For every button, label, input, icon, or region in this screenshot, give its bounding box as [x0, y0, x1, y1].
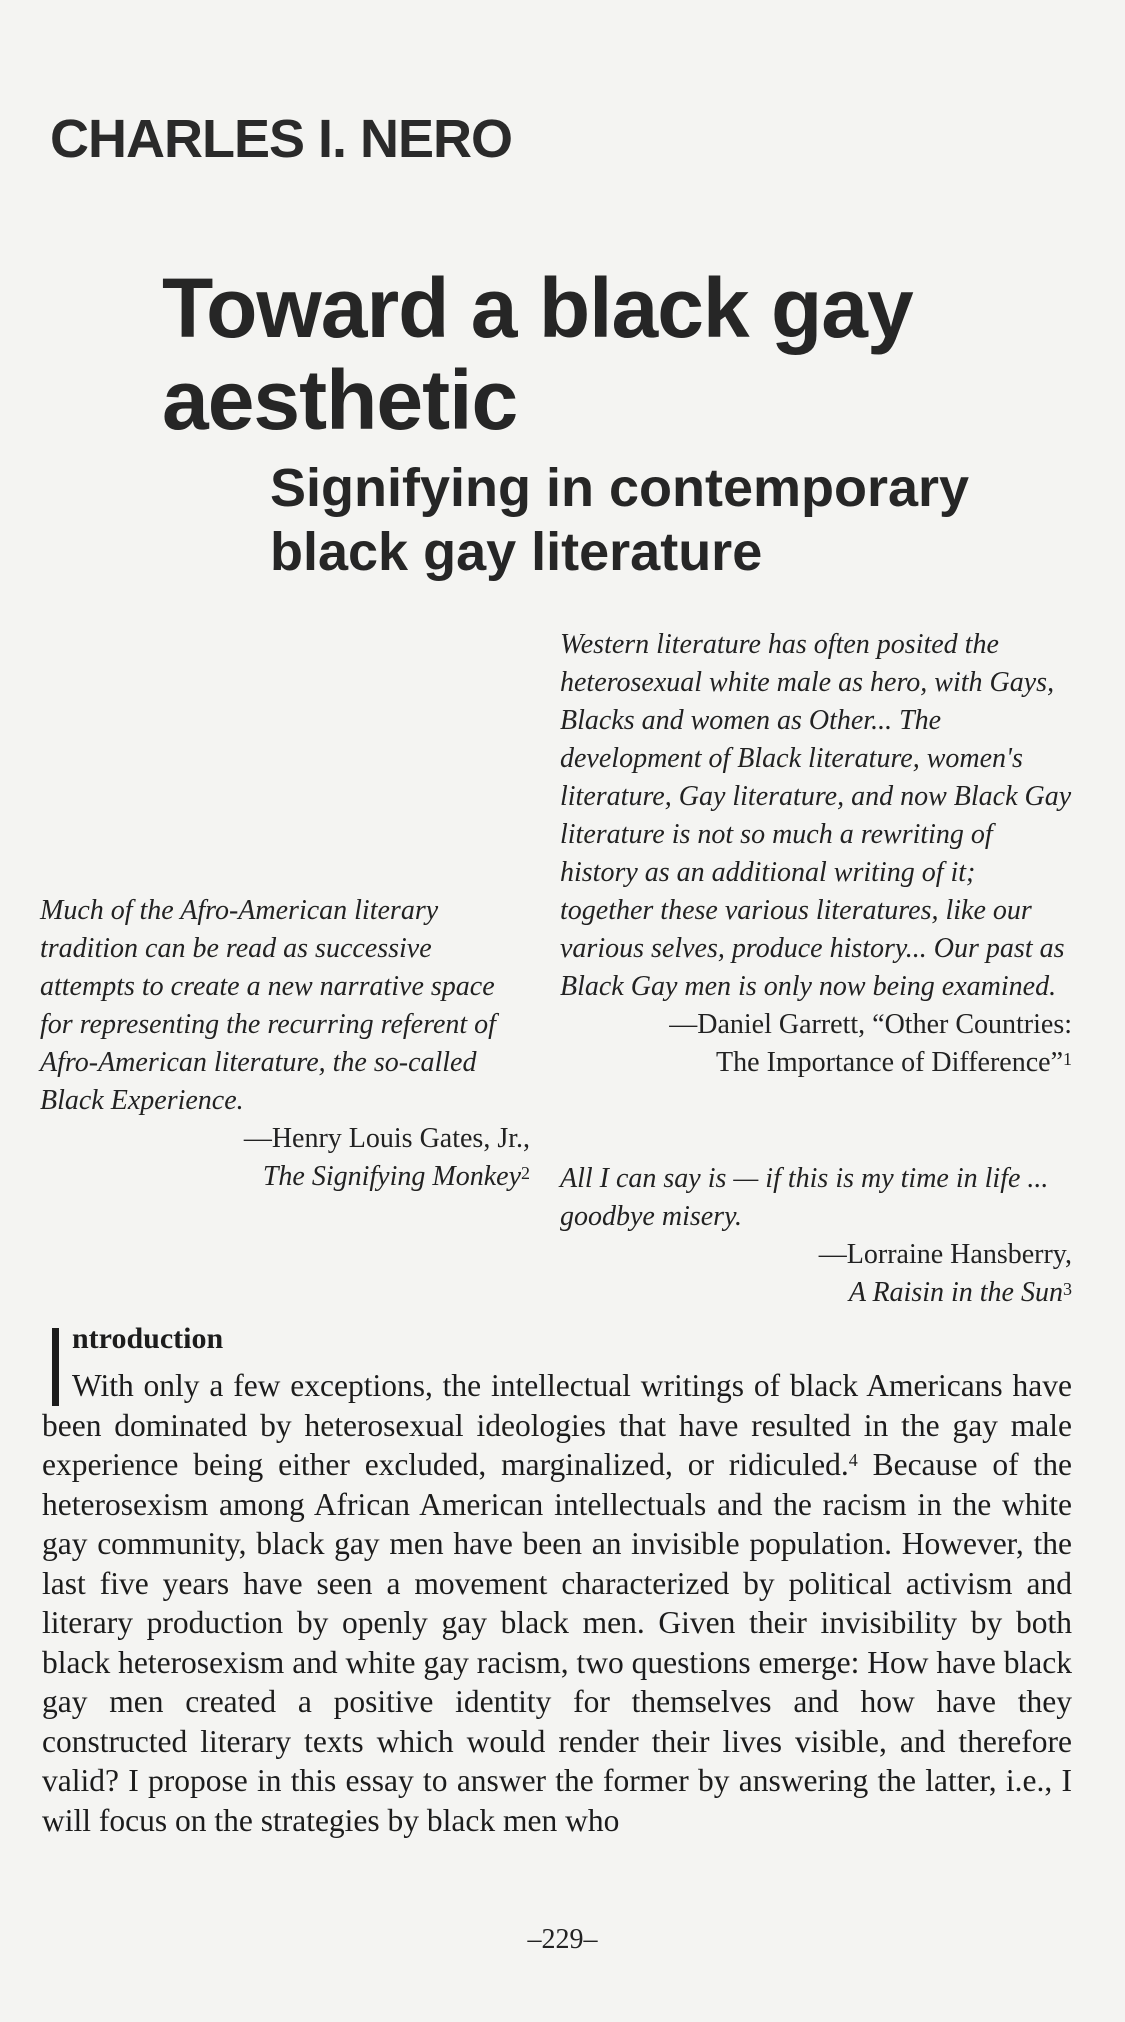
section-title: ntroduction — [72, 1322, 224, 1355]
epigraph-hansberry — [560, 1160, 1072, 1312]
section-heading — [42, 1322, 1072, 1366]
footnote-ref: 4 — [848, 1450, 858, 1470]
epigraph-attribution — [560, 1236, 1072, 1312]
body-text-continued: Because of the heterosexism among African American intellectuals and the racism in the white gay community, black gay men have been an invisible population. However, the last five years have seen a movement characterized by political activism and literary production by openly gay black men. Given their invisibility by both black heterosexism and white gay racism, two questions emerge: How have black gay men created a positive identity for themselves and how have they constructed literary texts which would render their lives visible, and therefore valid? I propose in this essay to answer the former by answering the latter, i.e., I will focus on the strategies by black men who — [42, 1447, 1072, 1838]
attribution-work: The Signifying Monkey — [262, 1161, 521, 1192]
author-name: CHARLES I. NERO — [50, 109, 513, 169]
footnote-ref: 3 — [1063, 1279, 1072, 1299]
introduction-section — [42, 1322, 1072, 1840]
epigraph-quote: Western literature has often posited the heterosexual white male as hero, with Gays, Blacks and women as Other... The development of Black literature, women's literature, Gay literature, and now Black Gay literature is not so much a rewriting of history as an additional writing of it; together these various literatures, like our various selves, produce history... Our past as Black Gay men is only now being examined. — [560, 629, 1072, 1002]
body-text: With only a few exceptions, the intellectual writings of black Americans have been dominated by heterosexual ideologies that have resulted in the gay male experience being either excluded, marginalized, or ridiculed. — [42, 1368, 1072, 1482]
drop-initial-bar — [52, 1328, 59, 1406]
attribution-work: A Raisin in the Sun — [848, 1277, 1063, 1308]
attribution-work: The Importance of Difference” — [716, 1047, 1063, 1078]
epigraph-quote: All I can say is — if this is my time in life ... goodbye misery. — [560, 1163, 1049, 1232]
footnote-ref: 2 — [521, 1163, 530, 1183]
epigraph-attribution — [40, 1120, 530, 1196]
epigraph-quote: Much of the Afro-American literary tradition can be read as successive attempts to create a new narrative space for representing the recurring referent of Afro-American literature, the so-called Black Experience. — [40, 895, 496, 1116]
article-title: Toward a black gay aesthetic — [162, 261, 913, 447]
page-number: –229– — [527, 1924, 598, 1955]
attribution-name: —Henry Louis Gates, Jr., — [243, 1123, 530, 1154]
epigraph-attribution — [560, 1006, 1072, 1082]
attribution-name: —Daniel Garrett, “Other Countries: — [669, 1009, 1072, 1040]
body-paragraph — [42, 1366, 1072, 1840]
attribution-name: —Lorraine Hansberry, — [818, 1239, 1072, 1270]
epigraph-garrett — [560, 626, 1072, 1082]
article-subtitle: Signifying in contemporary black gay literature — [270, 458, 970, 582]
footnote-ref: 1 — [1063, 1049, 1072, 1069]
epigraph-gates — [40, 892, 530, 1196]
